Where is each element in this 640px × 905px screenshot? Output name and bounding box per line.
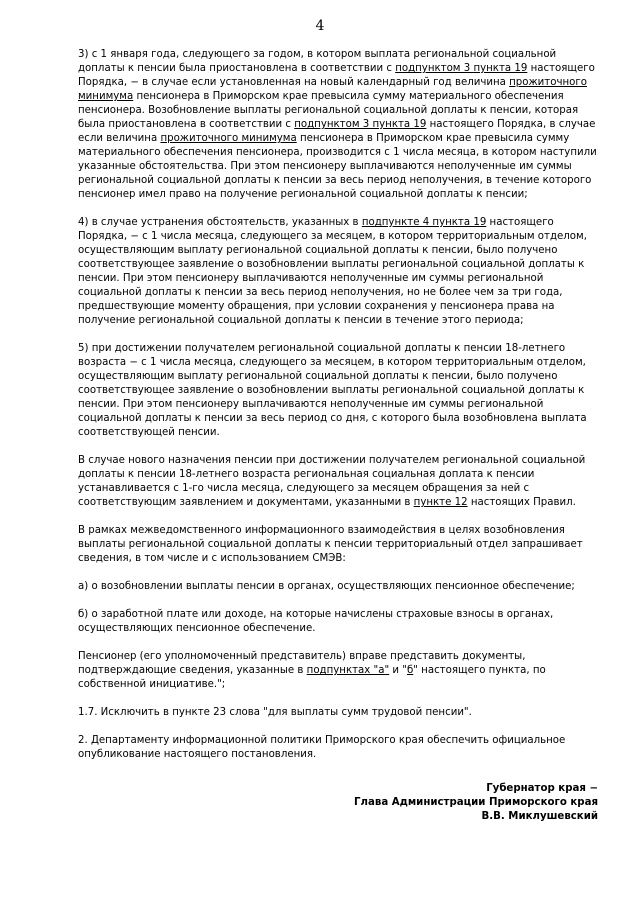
link-subpoint-4-point-19[interactable]: подпункте 4 пункта 19 xyxy=(361,217,487,228)
text-run: пенсионера в Приморском крае превысила сумму материального обеспечения пенсионера. Возобновление выплаты региональной социальной доплаты к пенсии, которая была приостановлена в соответствии с xyxy=(78,91,579,130)
text-run: настоящих Правил. xyxy=(467,497,576,508)
link-subpoint-b[interactable]: б xyxy=(406,665,414,676)
link-point-12[interactable]: пункте 12 xyxy=(413,497,468,508)
text-run: настоящего Порядка, − в случае если установленная на новый календарный год величина xyxy=(78,63,595,88)
signature-name: В.В. Миклушевский xyxy=(481,811,598,822)
page-number: 4 xyxy=(315,18,325,34)
paragraph-subitem-5: 5) при достижении получателем региональной социальной доплаты к пенсии 18-летнего возраста − с 1 числа месяца, следующего за месяцем, в котором территориальным отделом, осуществляющим выплату региональной социальной доплаты к пенсии, было получено соответствующее заявление о возобновлении выплаты региональной социальной доплаты к пенсии. При этом пенсионеру выплачиваются неполученные им суммы региональной социальной доплаты к пенсии за весь период со дня, с которого была возобновлена выплата соответствующей пенсии. xyxy=(78,343,587,438)
paragraph-interagency: В рамках межведомственного информационного взаимодействия в целях возобновления выплаты региональной социальной доплаты к пенсии территориальный отдел запрашивает сведения, в том числе и с использованием СМЭВ: xyxy=(78,525,583,564)
text-run: пенсионера в Приморском крае превысила сумму материального обеспечения пенсионера, производится с 1 числа месяца, в котором наступили указанные обстоятельства. При этом пенсионеру выплачиваются неполученные им суммы региональной социальной доплаты к пенсии за весь период неполучения, в течение которого пенсионер имел право на получение региональной социальной доплаты к пенсии; xyxy=(78,133,597,200)
text-run: 3) с 1 января года, следующего за годом, в котором выплата региональной социальной доплаты к пенсии была приостановлена в соответствии с xyxy=(78,49,557,74)
paragraph-new-assignment xyxy=(78,454,598,510)
paragraph-pensioner-rights xyxy=(78,650,598,692)
paragraph-item-a: а) о возобновлении выплаты пенсии в органах, осуществляющих пенсионное обеспечение; xyxy=(78,581,575,592)
paragraph-item-b: б) о заработной плате или доходе, на которые начислены страховые взносы в органах, осуществляющих пенсионное обеспечение. xyxy=(78,609,554,634)
text-run: настоящего Порядка, − с 1 числа месяца, следующего за месяцем, в котором территориальным отделом, осуществляющим выплату региональной социальной доплаты к пенсии, было получено соответствующее заявление о возобновлении выплаты региональной социальной доплаты к пенсии. При этом пенсионеру выплачиваются неполученные им суммы региональной социальной доплаты к пенсии за весь период неполучения, но не более чем за три года, предшествующие моменту обращения, при условии сохранения у пенсионера права на получение региональной социальной доплаты к пенсии в течение этого периода; xyxy=(78,217,587,326)
paragraph-1-7: 1.7. Исключить в пункте 23 слова "для выплаты сумм трудовой пенсии". xyxy=(78,707,472,718)
link-subsistence-minimum-second[interactable]: прожиточного минимума xyxy=(160,133,297,144)
link-subpoint-3-point-19-second[interactable]: подпунктом 3 пункта 19 xyxy=(294,119,427,130)
link-subpoint-3-point-19[interactable]: подпунктом 3 пункта 19 xyxy=(395,63,528,74)
text-run: настоящего Порядка, в случае если величина xyxy=(78,119,596,144)
link-subpoints-a[interactable]: подпунктах "а" xyxy=(306,665,390,676)
text-run: Пенсионер (его уполномоченный представитель) вправе представить документы, подтверждающие сведения, указанные в xyxy=(78,651,526,676)
signature-block xyxy=(78,782,598,824)
text-run: и " xyxy=(389,665,407,676)
signature-title: Губернатор края − xyxy=(486,783,598,794)
text-run: 4) в случае устранения обстоятельств, указанных в xyxy=(78,217,362,228)
text-run: " настоящего пункта, по собственной инициативе."; xyxy=(78,665,546,690)
paragraph-subitem-3 xyxy=(78,48,598,202)
paragraph-2: 2. Департаменту информационной политики Приморского края обеспечить официальное опубликование настоящего постановления. xyxy=(78,735,566,760)
link-subsistence-minimum[interactable]: прожиточного минимума xyxy=(78,77,587,102)
paragraph-subitem-4 xyxy=(78,216,598,328)
text-run: В случае нового назначения пенсии при достижении получателем региональной социальной доплаты к пенсии 18-летнего возраста региональная социальная доплата к пенсии устанавливается с 1-го числа месяца, следующего за месяцем обращения за ней с соответствующим заявлением и документами, указанными в xyxy=(78,455,586,508)
signature-position: Глава Администрации Приморского края xyxy=(354,797,598,808)
document-body xyxy=(78,48,598,824)
